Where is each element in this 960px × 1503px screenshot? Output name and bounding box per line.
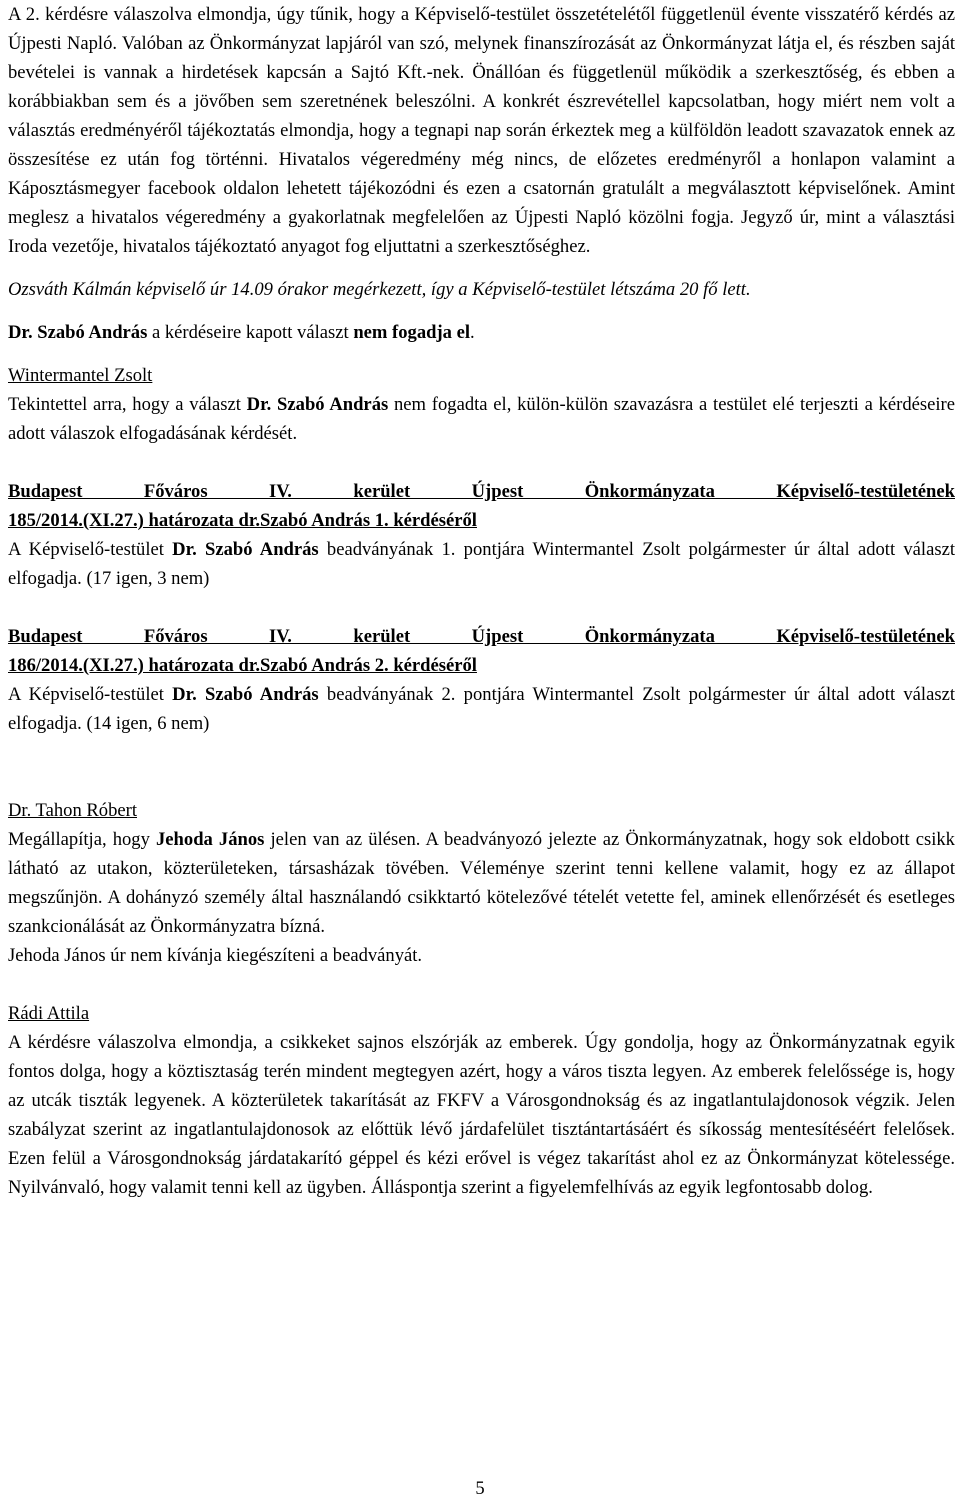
speaker-heading: Dr. Tahon Róbert [8, 800, 138, 821]
person-name: Jehoda János [156, 829, 265, 850]
decision-text: a kérdéseire kapott választ [147, 322, 354, 343]
person-name: Dr. Szabó András [172, 684, 319, 705]
resolution-title: Budapest Főváros IV. kerület Újpest Önkormányzata Képviselő-testületének [8, 626, 955, 647]
resolution-title: 186/2014.(XI.27.) határozata dr.Szabó András 2. kérdéséről [8, 655, 477, 676]
speaker-paragraph: Tekintettel arra, hogy a választ Dr. Szabó András nem fogadta el, külön-külön szavazásra a testület elé terjeszti a kérdéseire adott válaszok elfogadásának kérdését. [8, 394, 955, 444]
speaker-paragraph: Megállapítja, hogy Jehoda János jelen van az ülésen. A beadványozó jelezte az Önkormányzatnak, hogy sok eldobott csikk látható az utakon, közterületeken, társasházak tövében. Véleménye szerint tenni kellene valamit, hogy ez az állapot megszűnjön. A dohányzó személy által használandó csikktartó kötelezővé tételét vetette fel, aminek ellenőrzését és esetleges szankcionálását az Önkormányzatra bízná. [8, 829, 955, 937]
person-name: Dr. Szabó András [172, 539, 319, 560]
decision-end: . [470, 322, 475, 343]
person-name: Dr. Szabó András [246, 394, 389, 415]
document-page [8, 0, 955, 1202]
resolution-text: A Képviselő-testület Dr. Szabó András beadványának 2. pontjára Wintermantel Zsolt polgármester úr által adott választ elfogadja. (14 igen, 6 nem) [8, 684, 955, 734]
speaker-heading: Wintermantel Zsolt [8, 365, 153, 386]
answer-paragraph: A 2. kérdésre válaszolva elmondja, úgy tűnik, hogy a Képviselő-testület összetételétől függetlenül évente visszatérő kérdés az Újpesti Napló. Valóban az Önkormányzat lapjáról van szó, melynek finanszírozását az Önkormányzat látja el, és részben saját bevételei is vannak a hirdetések kapcsán a Sajtó Kft.-nek. Önállóan és függetlenül működik a szerkesztőség, és ebben a korábbiakban sem és a jövőben sem szeretnének beleszólni. A konkrét észrevétellel kapcsolatban, hogy miért nem volt a választás eredményéről tájékoztatás elmondja, hogy a tegnapi nap során érkeztek meg a külföldön leadott szavazatok ennek az összesítése ez után fog történni. Hivatalos végeredmény még nincs, de előzetes eredményről a honlapon valamint a Káposztásmegyer facebook oldalon lehetett tájékozódni és ezen a csatornán gratulált a megválasztott képviselőnek. Amint meglesz a hivatalos végeredmény a gyakorlatnak megfelelően az Újpesti Napló közölni fogja. Jegyző úr, mint a választási Iroda vezetője, hivatalos tájékoztató anyagot fog eljuttatni a szerkesztőséghez. [8, 4, 955, 257]
speaker-paragraph: Jehoda János úr nem kívánja kiegészíteni a beadványát. [8, 945, 423, 966]
resolution-title: 185/2014.(XI.27.) határozata dr.Szabó András 1. kérdéséről [8, 510, 477, 531]
speaker-heading: Rádi Attila [8, 1003, 90, 1024]
speaker-paragraph: A kérdésre válaszolva elmondja, a csikkeket sajnos elszórják az emberek. Úgy gondolja, hogy az Önkormányzatnak egyik fontos dolga, hogy a köztisztaság terén mindent megtegyen azért, hogy a város tiszta legyen. Az emberek felelőssége is, hogy az utcák tiszták legyenek. A közterületek takarítását az FKFV a Városgondnokság és az ingatlantulajdonosok végzik. Jelen szabályzat szerint az ingatlantulajdonosok az előttük lévő járdafelület tisztántartásáért és síkosság mentesítéséért felelősek. Ezen felül a Városgondnokság járdatakarító géppel és kézi erővel is végez takarítást ahol ez az Önkormányzat kötelessége. Nyilvánvaló, hogy valamit tenni kell az ügyben. Álláspontja szerint a figyelemfelhívás az egyik legfontosabb dolog. [8, 1032, 955, 1198]
resolution-text: A Képviselő-testület Dr. Szabó András beadványának 1. pontjára Wintermantel Zsolt polgármester úr által adott választ elfogadja. (17 igen, 3 nem) [8, 539, 955, 589]
page-number: 5 [475, 1478, 485, 1499]
resolution-title: Budapest Főváros IV. kerület Újpest Önkormányzata Képviselő-testületének [8, 481, 955, 502]
decision-statement [8, 318, 955, 347]
decision-outcome: nem fogadja el [353, 322, 471, 343]
attendance-note: Ozsváth Kálmán képviselő úr 14.09 órakor megérkezett, így a Képviselő-testület létszáma 20 fő lett. [8, 279, 751, 300]
person-name: Dr. Szabó András [8, 322, 148, 343]
